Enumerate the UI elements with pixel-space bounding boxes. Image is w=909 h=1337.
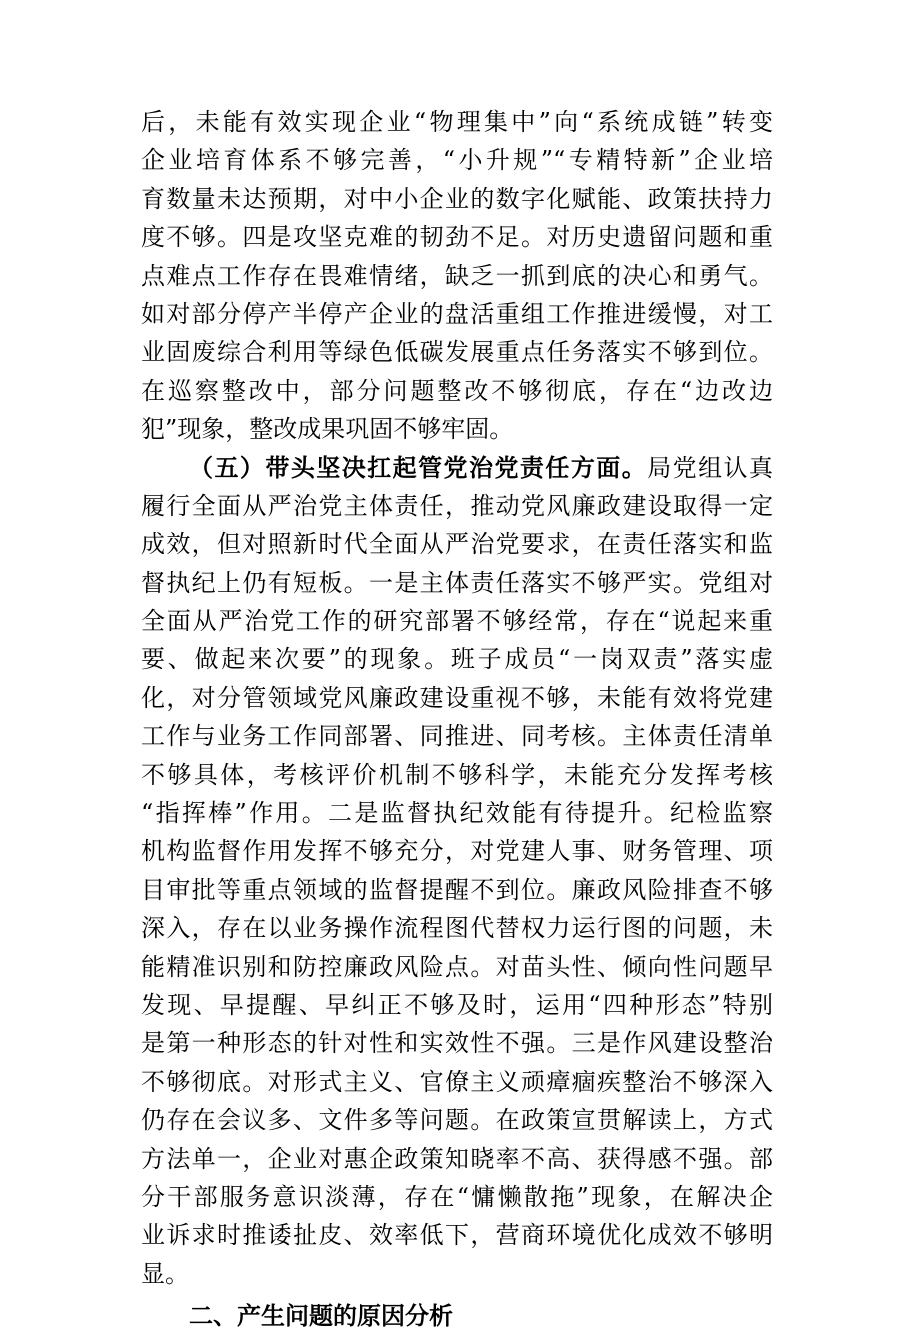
text-line: 工作与业务工作同部署、同推进、同考核。主体责任清单 xyxy=(141,722,773,751)
text-line: 目审批等重点领域的监督提醒不到位。廉政风险排查不够 xyxy=(141,875,773,904)
text-line: “指挥棒”作用。二是监督执纪效能有待提升。纪检监察 xyxy=(141,799,773,828)
text-line: 不够具体，考核评价机制不够科学，未能充分发挥考核 xyxy=(141,760,773,789)
text-line: 要、做起来次要”的现象。班子成员“一岗双责”落实虚 xyxy=(141,645,773,674)
text-line: 业固废综合利用等绿色低碳发展重点任务落实不够到位。 xyxy=(141,338,773,367)
text-line: 在巡察整改中，部分问题整改不够彻底，存在“边改边 xyxy=(141,376,773,405)
subsection-title: （五）带头坚决扛起管党治党责任方面。 xyxy=(189,452,648,482)
text-line: 显。 xyxy=(141,1259,189,1288)
text-line: 全面从严治党工作的研究部署不够经常，存在“说起来重 xyxy=(141,607,773,636)
text-line: 机构监督作用发挥不够充分，对党建人事、财务管理、项 xyxy=(141,837,773,866)
section-heading: 二、产生问题的原因分析 xyxy=(189,1302,453,1331)
text-line: 成效，但对照新时代全面从严治党要求，在责任落实和监 xyxy=(141,530,773,559)
text-line: 后，未能有效实现企业“物理集中”向“系统成链”转变 xyxy=(141,108,773,136)
text-line: 业诉求时推诿扯皮、效率低下，营商环境优化成效不够明 xyxy=(141,1221,773,1250)
text-line: 分干部服务意识淡薄，存在“慵懒散拖”现象，在解决企 xyxy=(141,1182,773,1211)
text-line: 不够彻底。对形式主义、官僚主义顽瘴痼疾整治不够深入 xyxy=(141,1067,773,1096)
text-line: 督执纪上仍有短板。一是主体责任落实不够严实。党组对 xyxy=(141,568,773,597)
paragraph-1 xyxy=(141,103,773,449)
text-line: 化，对分管领域党风廉政建设重视不够，未能有效将党建 xyxy=(141,683,773,712)
lead-text: 局党组认真 xyxy=(647,453,774,482)
text-line: 是第一种形态的针对性和实效性不强。三是作风建设整治 xyxy=(141,1029,773,1058)
text-line: 深入，存在以业务操作流程图代替权力运行图的问题，未 xyxy=(141,914,773,943)
text-line: 方法单一，企业对惠企政策知晓率不高、获得感不强。部 xyxy=(141,1144,773,1173)
text-line: 如对部分停产半停产企业的盘活重组工作推进缓慢，对工 xyxy=(141,299,773,328)
paragraph-2 xyxy=(141,449,773,1294)
text-line: 履行全面从严治党主体责任，推动党风廉政建设取得一定 xyxy=(141,491,773,520)
paragraph-lead-line xyxy=(141,449,773,487)
text-line: 企业培育体系不够完善，“小升规”“专精特新”企业培 xyxy=(141,146,773,175)
document-page xyxy=(141,103,773,1337)
text-line: 犯”现象，整改成果巩固不够牢固。 xyxy=(141,415,514,444)
text-line: 育数量未达预期，对中小企业的数字化赋能、政策扶持力 xyxy=(141,184,773,213)
text-line: 度不够。四是攻坚克难的韧劲不足。对历史遗留问题和重 xyxy=(141,223,773,252)
text-line: 能精准识别和防控廉政风险点。对苗头性、倾向性问题早 xyxy=(141,952,773,981)
text-line: 仍存在会议多、文件多等问题。在政策宣贯解读上，方式 xyxy=(141,1106,773,1135)
text-line: 点难点工作存在畏难情绪，缺乏一抓到底的决心和勇气。 xyxy=(141,261,773,290)
text-line: 发现、早提醒、早纠正不够及时，运用“四种形态”特别 xyxy=(141,990,773,1019)
